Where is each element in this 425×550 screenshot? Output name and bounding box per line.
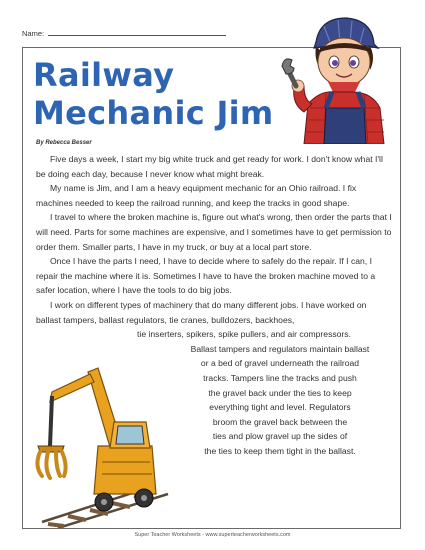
byline: By Rebecca Besser	[36, 140, 92, 146]
name-line[interactable]	[48, 29, 226, 36]
story-paragraph	[36, 298, 392, 327]
story-line: the ties to keep them tight in the ballast.	[204, 445, 356, 456]
excavator-illustration	[28, 362, 178, 528]
story-paragraph-5-wrap: tie inserters, spikers, spike pullers, and air compressors.	[137, 329, 351, 340]
story-paragraph: Once I have the parts I need, I have to decide where to safely do the repair. If I can, I repair the machine where it is. Sometimes I have to have the broken machine moved to a safer location, where I have the tools to do big jobs.	[36, 256, 376, 296]
title-line-1: Railway	[33, 56, 175, 94]
story-line: or a bed of gravel underneath the railroad	[200, 358, 360, 369]
story-line: Ballast tampers and regulators maintain ballast	[190, 343, 370, 354]
page-title	[33, 56, 274, 132]
story-line: tracks. Tampers line the tracks and push	[203, 372, 357, 383]
footer: Super Teacher Worksheets - www.superteacherworksheets.com	[134, 532, 291, 538]
story-paragraph-5-text: I work on different types of machinery that do many different jobs. I have worked on ballast tampers, ballast regulators, tie cranes, bulldozers, backhoes,	[36, 299, 367, 325]
story-line: broom the gravel back between the	[212, 416, 348, 427]
story-paragraph: My name is Jim, and I am a heavy equipment mechanic for an Ohio railroad. I fix machines needed to keep the railroad running, and keep the tracks in good shape.	[36, 183, 357, 208]
story-paragraph: I travel to where the broken machine is, figure out what's wrong, then order the parts that I will need. Parts for some machines are expensive, and I sometimes have to get permission to order them. Smaller parts, I have in my truck, or buy at a local part store.	[36, 212, 392, 252]
title-line-2: Mechanic Jim	[33, 94, 274, 132]
story-paragraph: Five days a week, I start my big white truck and get ready for work. I don't know what I'll be doing each day, because I never know what might break.	[36, 154, 383, 179]
story-line: the gravel back under the ties to keep	[208, 387, 352, 398]
name-row	[22, 29, 226, 38]
mechanic-illustration	[280, 12, 398, 144]
name-label: Name:	[22, 29, 45, 38]
story-line: everything tight and level. Regulators	[209, 402, 351, 413]
story-line: ties and plow gravel up the sides of	[212, 431, 348, 442]
